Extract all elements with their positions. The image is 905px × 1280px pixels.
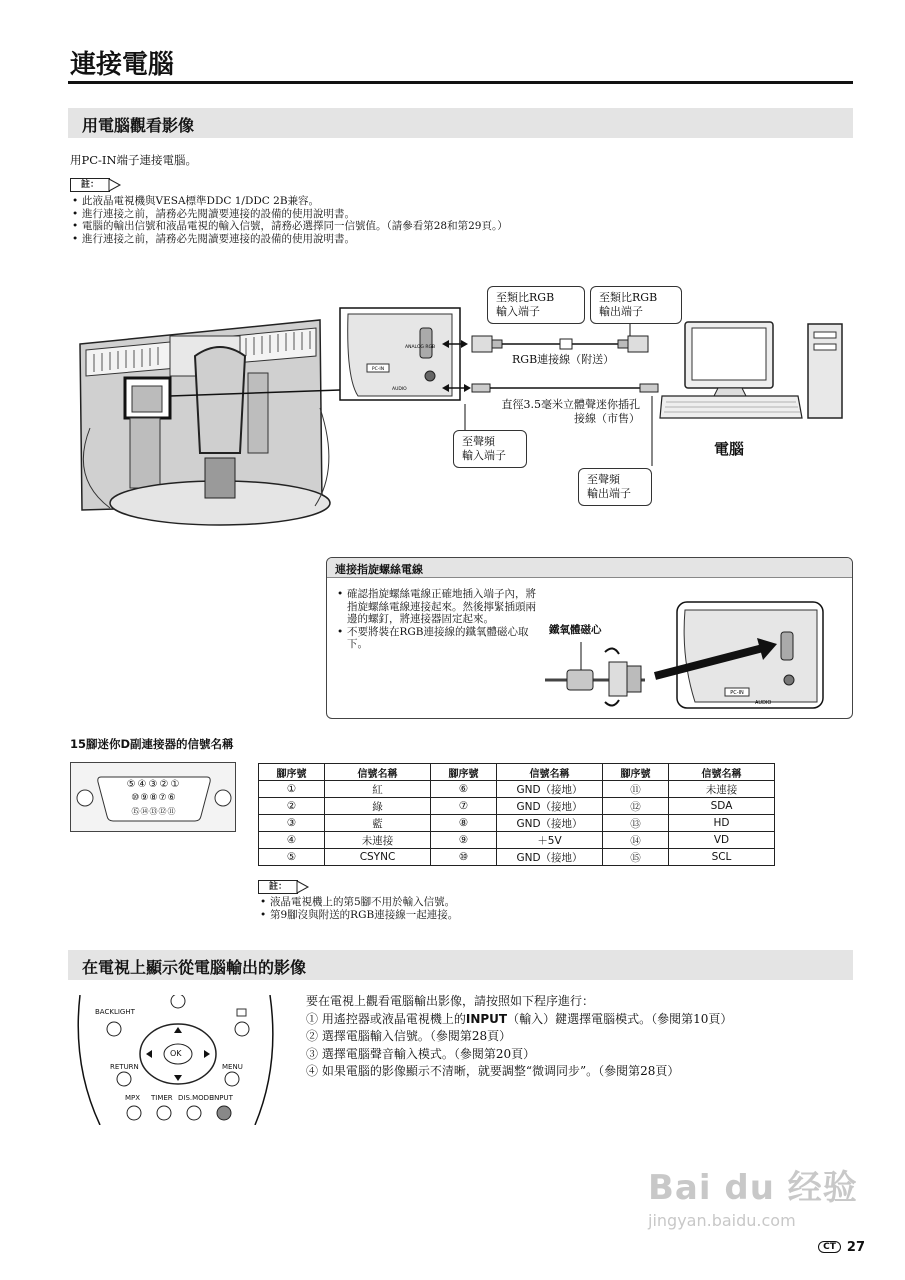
- table-row: ① 紅 ⑥ GND（接地） ⑪ 未連接: [259, 781, 775, 798]
- pin-section-title: 15腳迷你D副連接器的信號名稱: [70, 737, 234, 751]
- note-item: • 此液晶電視機與VESA標準DDC 1/DDC 2B兼容。: [70, 195, 770, 208]
- step-item: ② 選擇電腦輸入信號。（參閱第28頁）: [306, 1029, 512, 1043]
- computer-label: 電腦: [714, 440, 745, 458]
- note-label: 註：: [258, 880, 298, 894]
- remote-illustration: [70, 995, 290, 1125]
- section-title: 在電視上顯示從電腦輸出的影像: [82, 958, 307, 977]
- intro-text: 用PC-IN端子連接電腦。: [70, 153, 198, 167]
- connector-row: ⑩⑨⑧⑦⑥: [131, 793, 177, 803]
- section-header-display-pc: [68, 950, 853, 980]
- pin-table-header: 腳序號 信號名稱 腳序號 信號名稱 腳序號 信號名稱: [259, 764, 775, 781]
- port-label-analog-rgb: ANALOG RGB: [405, 345, 436, 350]
- page-footer: [818, 1240, 865, 1255]
- page-number: 27: [846, 1240, 865, 1255]
- note-item: • 電腦的輸出信號和液晶電視的輸入信號，請務必選擇同一信號值。（請參看第28和第29頁。）: [70, 220, 770, 233]
- step-item: ④ 如果電腦的影像顯示不清晰，就要調整“微调同步”。（參閱第28頁）: [306, 1064, 680, 1078]
- page-title: 連接電腦: [70, 50, 175, 80]
- remote-input-label: INPUT: [212, 1094, 233, 1102]
- connector-row: ⑮⑭⑬⑫⑪: [131, 807, 177, 816]
- remote-ok-label: OK: [170, 1049, 182, 1058]
- table-row: ⑤ CSYNC ⑩ GND（接地） ⑮ SCL: [259, 849, 775, 866]
- screw-illustration: [545, 598, 845, 713]
- port-label-audio: AUDIO: [392, 387, 407, 392]
- remote-return-label: RETURN: [110, 1063, 139, 1071]
- table-row: ③ 藍 ⑧ GND（接地） ⑬ HD: [259, 815, 775, 832]
- watermark: [648, 1160, 858, 1230]
- note-tag: [258, 880, 310, 894]
- title-rule: [68, 81, 853, 84]
- screw-panel-item: • 確認指旋螺絲電線正確地插入端子內，將指旋螺絲電線連接起來。然後擰緊插頭兩邊的螺釘，將連接器固定起來。: [335, 588, 545, 626]
- screw-panel-item: • 不要將裝在RGB連接線的鐵氧體磁心取下。: [335, 626, 545, 651]
- note-item: • 第9腳沒與附送的RGB連接線一起連接。: [258, 909, 658, 922]
- connector-row: ⑤④③②①: [126, 779, 182, 790]
- ferrite-label: 鐵氧體磁心: [549, 624, 602, 636]
- connector-diagram: [70, 762, 236, 832]
- watermark-brand: Bai du 经验: [648, 1168, 858, 1208]
- note-label: 註：: [70, 178, 110, 192]
- callout-rgb-output: 至類比RGB 輸出端子: [590, 286, 682, 324]
- section-title: 用電腦觀看影像: [82, 116, 195, 135]
- step-item: ① 用遙控器或液晶電視機上的INPUT（輸入）鍵選擇電腦模式。（參閱第10頁）: [306, 1011, 733, 1026]
- note-item: • 進行連接之前，請務必先閱讀要連接的設備的使用說明書。: [70, 208, 770, 221]
- watermark-url: jingyan.baidu.com: [648, 1211, 796, 1230]
- remote-backlight-label: BACKLIGHT: [95, 1008, 135, 1016]
- steps-lead: 要在電視上觀看電腦輸出影像，請按照如下程序進行：: [306, 994, 595, 1008]
- rgb-cable: [442, 336, 648, 352]
- pin-table: [258, 763, 775, 866]
- remote-menu-label: MENU: [222, 1063, 243, 1071]
- rgb-cable-label: RGB連接線（附送）: [512, 353, 615, 366]
- screw-panel-list: [335, 588, 545, 651]
- note-arrow-icon: [108, 178, 122, 192]
- step-item: ③ 選擇電腦聲音輸入模式。（參閱第20頁）: [306, 1046, 536, 1061]
- remote-dismode-label: DIS.MODE: [178, 1094, 214, 1102]
- screw-panel-header: [327, 558, 852, 578]
- screw-panel: [326, 557, 853, 719]
- pin-notes-list: [258, 896, 658, 921]
- audio-cable-label: 直徑3.5毫米立體聲迷你插孔 接線（市售）: [490, 398, 640, 426]
- connection-diagram: [70, 278, 850, 540]
- screw-port-audio: AUDIO: [755, 700, 772, 706]
- note-tag: [70, 178, 122, 192]
- table-row: ② 綠 ⑦ GND（接地） ⑫ SDA: [259, 798, 775, 815]
- table-row: ④ 未連接 ⑨ ＋5V ⑭ VD: [259, 832, 775, 849]
- port-closeup: [340, 308, 460, 400]
- audio-cable: [442, 384, 658, 392]
- section-header-pc-view: [68, 108, 853, 138]
- note-item: • 進行連接之前，請務必先閱讀要連接的設備的使用說明書。: [70, 233, 770, 246]
- callout-audio-input: 至聲頻 輸入端子: [453, 430, 527, 468]
- region-badge: CT: [818, 1241, 841, 1253]
- remote-timer-label: TIMER: [151, 1094, 173, 1102]
- note-arrow-icon: [296, 880, 310, 894]
- callout-audio-output: 至聲頻 輸出端子: [578, 468, 652, 506]
- screw-panel-title: 連接指旋螺絲電線: [335, 563, 423, 576]
- port-label-pc-in: PC-IN: [371, 367, 385, 372]
- notes-list: [70, 195, 770, 245]
- steps-list: [306, 993, 732, 1081]
- screw-port-pc-in: PC-IN: [730, 690, 744, 696]
- remote-mpx-label: MPX: [125, 1094, 141, 1102]
- note-item: • 液晶電視機上的第5腳不用於輸入信號。: [258, 896, 658, 909]
- computer-illustration: [660, 322, 842, 418]
- tv-back-illustration: [80, 320, 330, 525]
- callout-rgb-input: 至類比RGB 輸入端子: [487, 286, 585, 324]
